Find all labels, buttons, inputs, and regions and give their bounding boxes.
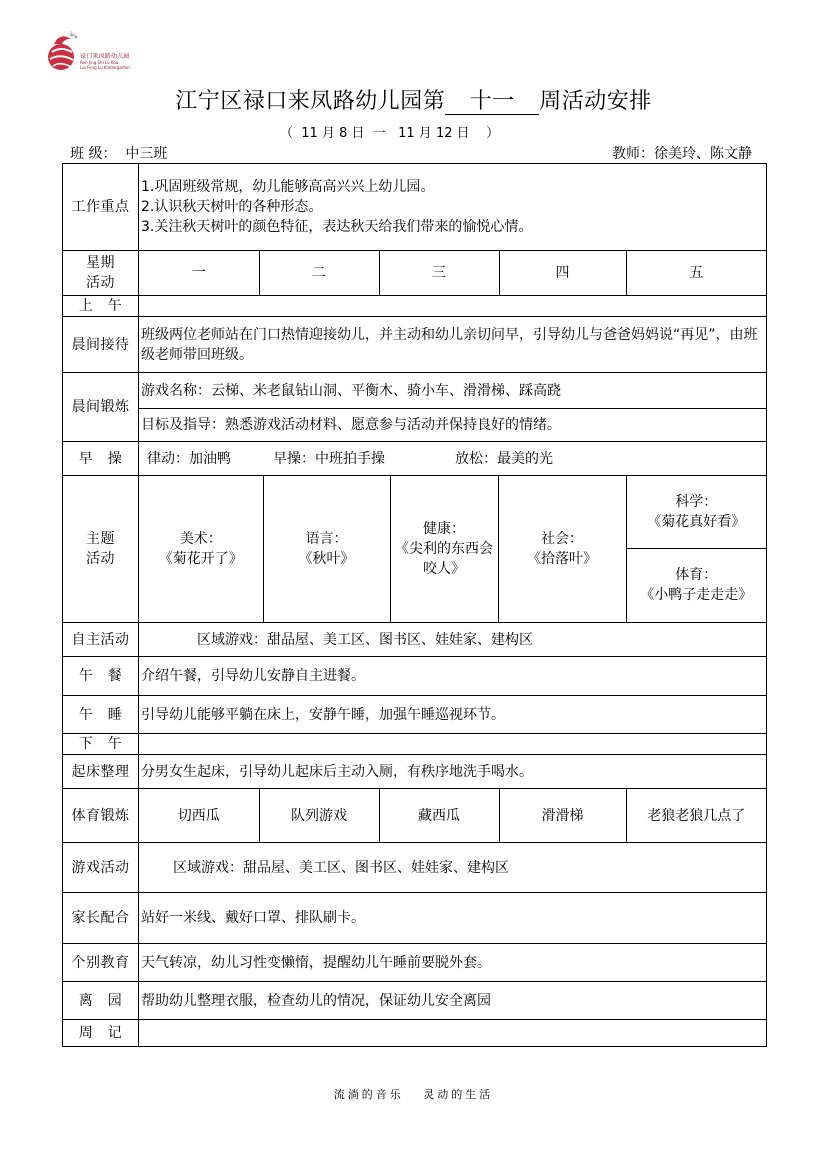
- focus-content: [139, 164, 767, 251]
- individual-label: 个别教育: [63, 944, 139, 982]
- page-title: [0, 84, 827, 115]
- theme-friday-pe-subject: 体育：: [675, 567, 718, 584]
- focus-item-3: 3.关注秋天树叶的颜色特征，表达秋天给我们带来的愉悦心情。: [141, 219, 533, 235]
- logo-english-line-1: Ren Jing Shi Lu Kou: [80, 60, 119, 65]
- wake-label: 起床整理: [63, 755, 139, 789]
- week-number: 十一: [445, 90, 539, 115]
- weekday-header-row: [63, 251, 767, 296]
- theme-wednesday: [390, 476, 498, 622]
- self-activity-text: 区域游戏：甜品屋、美工区、图书区、娃娃家、建构区: [139, 623, 767, 657]
- game-text: 区域游戏：甜品屋、美工区、图书区、娃娃家、建构区: [139, 843, 767, 893]
- theme-tuesday-subject: 语言：: [305, 531, 348, 547]
- focus-row: [63, 164, 767, 251]
- pe-row: [63, 789, 767, 843]
- notes-text: [139, 1020, 767, 1047]
- footer-slogan: 流淌的音乐 灵动的生活: [333, 1088, 494, 1101]
- pe-tuesday: 队列游戏: [259, 789, 379, 842]
- title-suffix: 周活动安排: [539, 89, 652, 114]
- weekday-tuesday: 二: [259, 251, 379, 295]
- focus-item-1: 1.巩固班级常规，幼儿能够高高兴兴上幼儿园。: [141, 179, 435, 195]
- date-range: （ 11 月 8 日 一 11 月 12 日 ）: [280, 126, 500, 141]
- theme-monday-subject: 美术：: [179, 531, 222, 547]
- exercise-row-games: [63, 373, 767, 409]
- exercise-goal: 目标及指导：熟悉游戏活动材料、愿意参与活动并保持良好的情绪。: [139, 409, 767, 442]
- nap-row: [63, 696, 767, 734]
- exercise-label: 晨间锻炼: [63, 373, 139, 442]
- morning-exercise-label: 早 操: [63, 442, 139, 476]
- weekday-friday: 五: [626, 251, 766, 295]
- pe-cells: [139, 789, 767, 843]
- notes-label: 周 记: [63, 1020, 139, 1047]
- theme-friday-science-title: 《菊花真好看》: [647, 513, 746, 530]
- pe-label: 体育锻炼: [63, 789, 139, 843]
- game-label: 游戏活动: [63, 843, 139, 893]
- theme-activity-cells: [139, 476, 767, 623]
- kindergarten-logo: [44, 30, 164, 74]
- focus-label: 工作重点: [63, 164, 139, 251]
- theme-friday-pe-title: 《小鸭子走走走》: [640, 587, 753, 604]
- title-prefix: 江宁区禄口来凤路幼儿园第: [175, 89, 446, 114]
- theme-label-line-1: 主题: [86, 531, 115, 547]
- theme-wednesday-title: 《尖利的东西会咬人》: [395, 541, 493, 577]
- theme-friday-pe: [627, 548, 767, 622]
- leave-row: [63, 982, 767, 1020]
- theme-label-line-2: 活动: [86, 551, 115, 567]
- self-activity-row: [63, 623, 767, 657]
- weekday-thursday: 四: [499, 251, 626, 295]
- theme-friday-science: [627, 476, 767, 548]
- teacher-info: 教师：徐美玲、陈文静: [612, 146, 752, 162]
- individual-text: 天气转凉，幼儿习性变懒惰，提醒幼儿午睡前要脱外套。: [139, 944, 767, 982]
- self-activity-label: 自主活动: [63, 623, 139, 657]
- weekday-label-line-1: 星期: [86, 255, 115, 271]
- lunch-row: [63, 657, 767, 696]
- reception-label: 晨间接待: [63, 317, 139, 373]
- theme-wednesday-subject: 健康：: [423, 521, 465, 537]
- leave-text: 帮助幼儿整理衣服，检查幼儿的情况，保证幼儿安全离园: [139, 982, 767, 1020]
- logo-english-line-2: Lai Feng Lu Kindergarten: [80, 65, 130, 70]
- theme-activity-row: [63, 476, 767, 623]
- game-row: [63, 843, 767, 893]
- theme-thursday: [498, 476, 626, 622]
- individual-row: [63, 944, 767, 982]
- wake-text: 分男女生起床，引导幼儿起床后主动入厕，有秩序地洗手喝水。: [139, 755, 767, 789]
- morning-label: 上 午: [63, 296, 139, 317]
- weekday-cells: [139, 251, 767, 296]
- theme-thursday-subject: 社会：: [541, 531, 583, 547]
- pe-thursday: 滑滑梯: [499, 789, 626, 842]
- reception-text: 班级两位老师站在门口热情迎接幼儿，并主动和幼儿亲切问早，引导幼儿与爸爸妈妈说“再见”，由班级老师带回班级。: [139, 317, 767, 373]
- weekday-monday: 一: [191, 265, 206, 281]
- theme-monday: [139, 476, 263, 622]
- pe-monday: 切西瓜: [177, 807, 220, 824]
- logo-chinese-name: 禄口来凤路幼儿园: [80, 53, 130, 60]
- leave-label: 离 园: [63, 982, 139, 1020]
- pe-friday: 老狼老狼几点了: [626, 789, 766, 842]
- morning-section-row: [63, 296, 767, 317]
- weekday-activity-label: [63, 251, 139, 296]
- exercise-row-goal: [63, 409, 767, 442]
- parent-row: [63, 893, 767, 944]
- weekday-wednesday: 三: [379, 251, 499, 295]
- class-info: 班 级： 中三班: [70, 146, 168, 162]
- theme-friday-science-subject: 科学：: [675, 493, 718, 510]
- afternoon-label: 下 午: [63, 734, 139, 755]
- exercise-games: 游戏名称：云梯、米老鼠钻山洞、平衡木、骑小车、滑滑梯、踩高跷: [139, 373, 767, 409]
- nap-label: 午 睡: [63, 696, 139, 734]
- theme-activity-label: [63, 476, 139, 623]
- focus-item-2: 2.认识秋天树叶的各种形态。: [141, 199, 323, 215]
- afternoon-section-row: [63, 734, 767, 755]
- nap-text: 引导幼儿能够平躺在床上，安静午睡，加强午睡巡视环节。: [139, 696, 767, 734]
- theme-tuesday-title: 《秋叶》: [298, 551, 355, 567]
- theme-friday: [626, 476, 766, 622]
- notes-row: [63, 1020, 767, 1047]
- reception-row: [63, 317, 767, 373]
- wake-row: [63, 755, 767, 789]
- morning-exercise-row: [63, 442, 767, 476]
- lunch-text: 介绍午餐，引导幼儿安静自主进餐。: [139, 657, 767, 696]
- theme-thursday-title: 《拾落叶》: [527, 551, 597, 567]
- theme-monday-title: 《菊花开了》: [158, 551, 243, 567]
- kindergarten-logo-icon: [44, 30, 84, 74]
- weekday-label-line-2: 活动: [86, 275, 115, 291]
- theme-tuesday: [263, 476, 390, 622]
- parent-text: 站好一米线、戴好口罩、排队刷卡。: [139, 893, 767, 944]
- weekly-schedule-table: [62, 163, 767, 1047]
- parent-label: 家长配合: [63, 893, 139, 944]
- pe-wednesday: 藏西瓜: [379, 789, 499, 842]
- afternoon-empty-cell: [139, 734, 767, 755]
- lunch-label: 午 餐: [63, 657, 139, 696]
- morning-empty-cell: [139, 296, 767, 317]
- morning-exercise-text: 律动：加油鸭 早操：中班拍手操 放松：最美的光: [139, 442, 767, 476]
